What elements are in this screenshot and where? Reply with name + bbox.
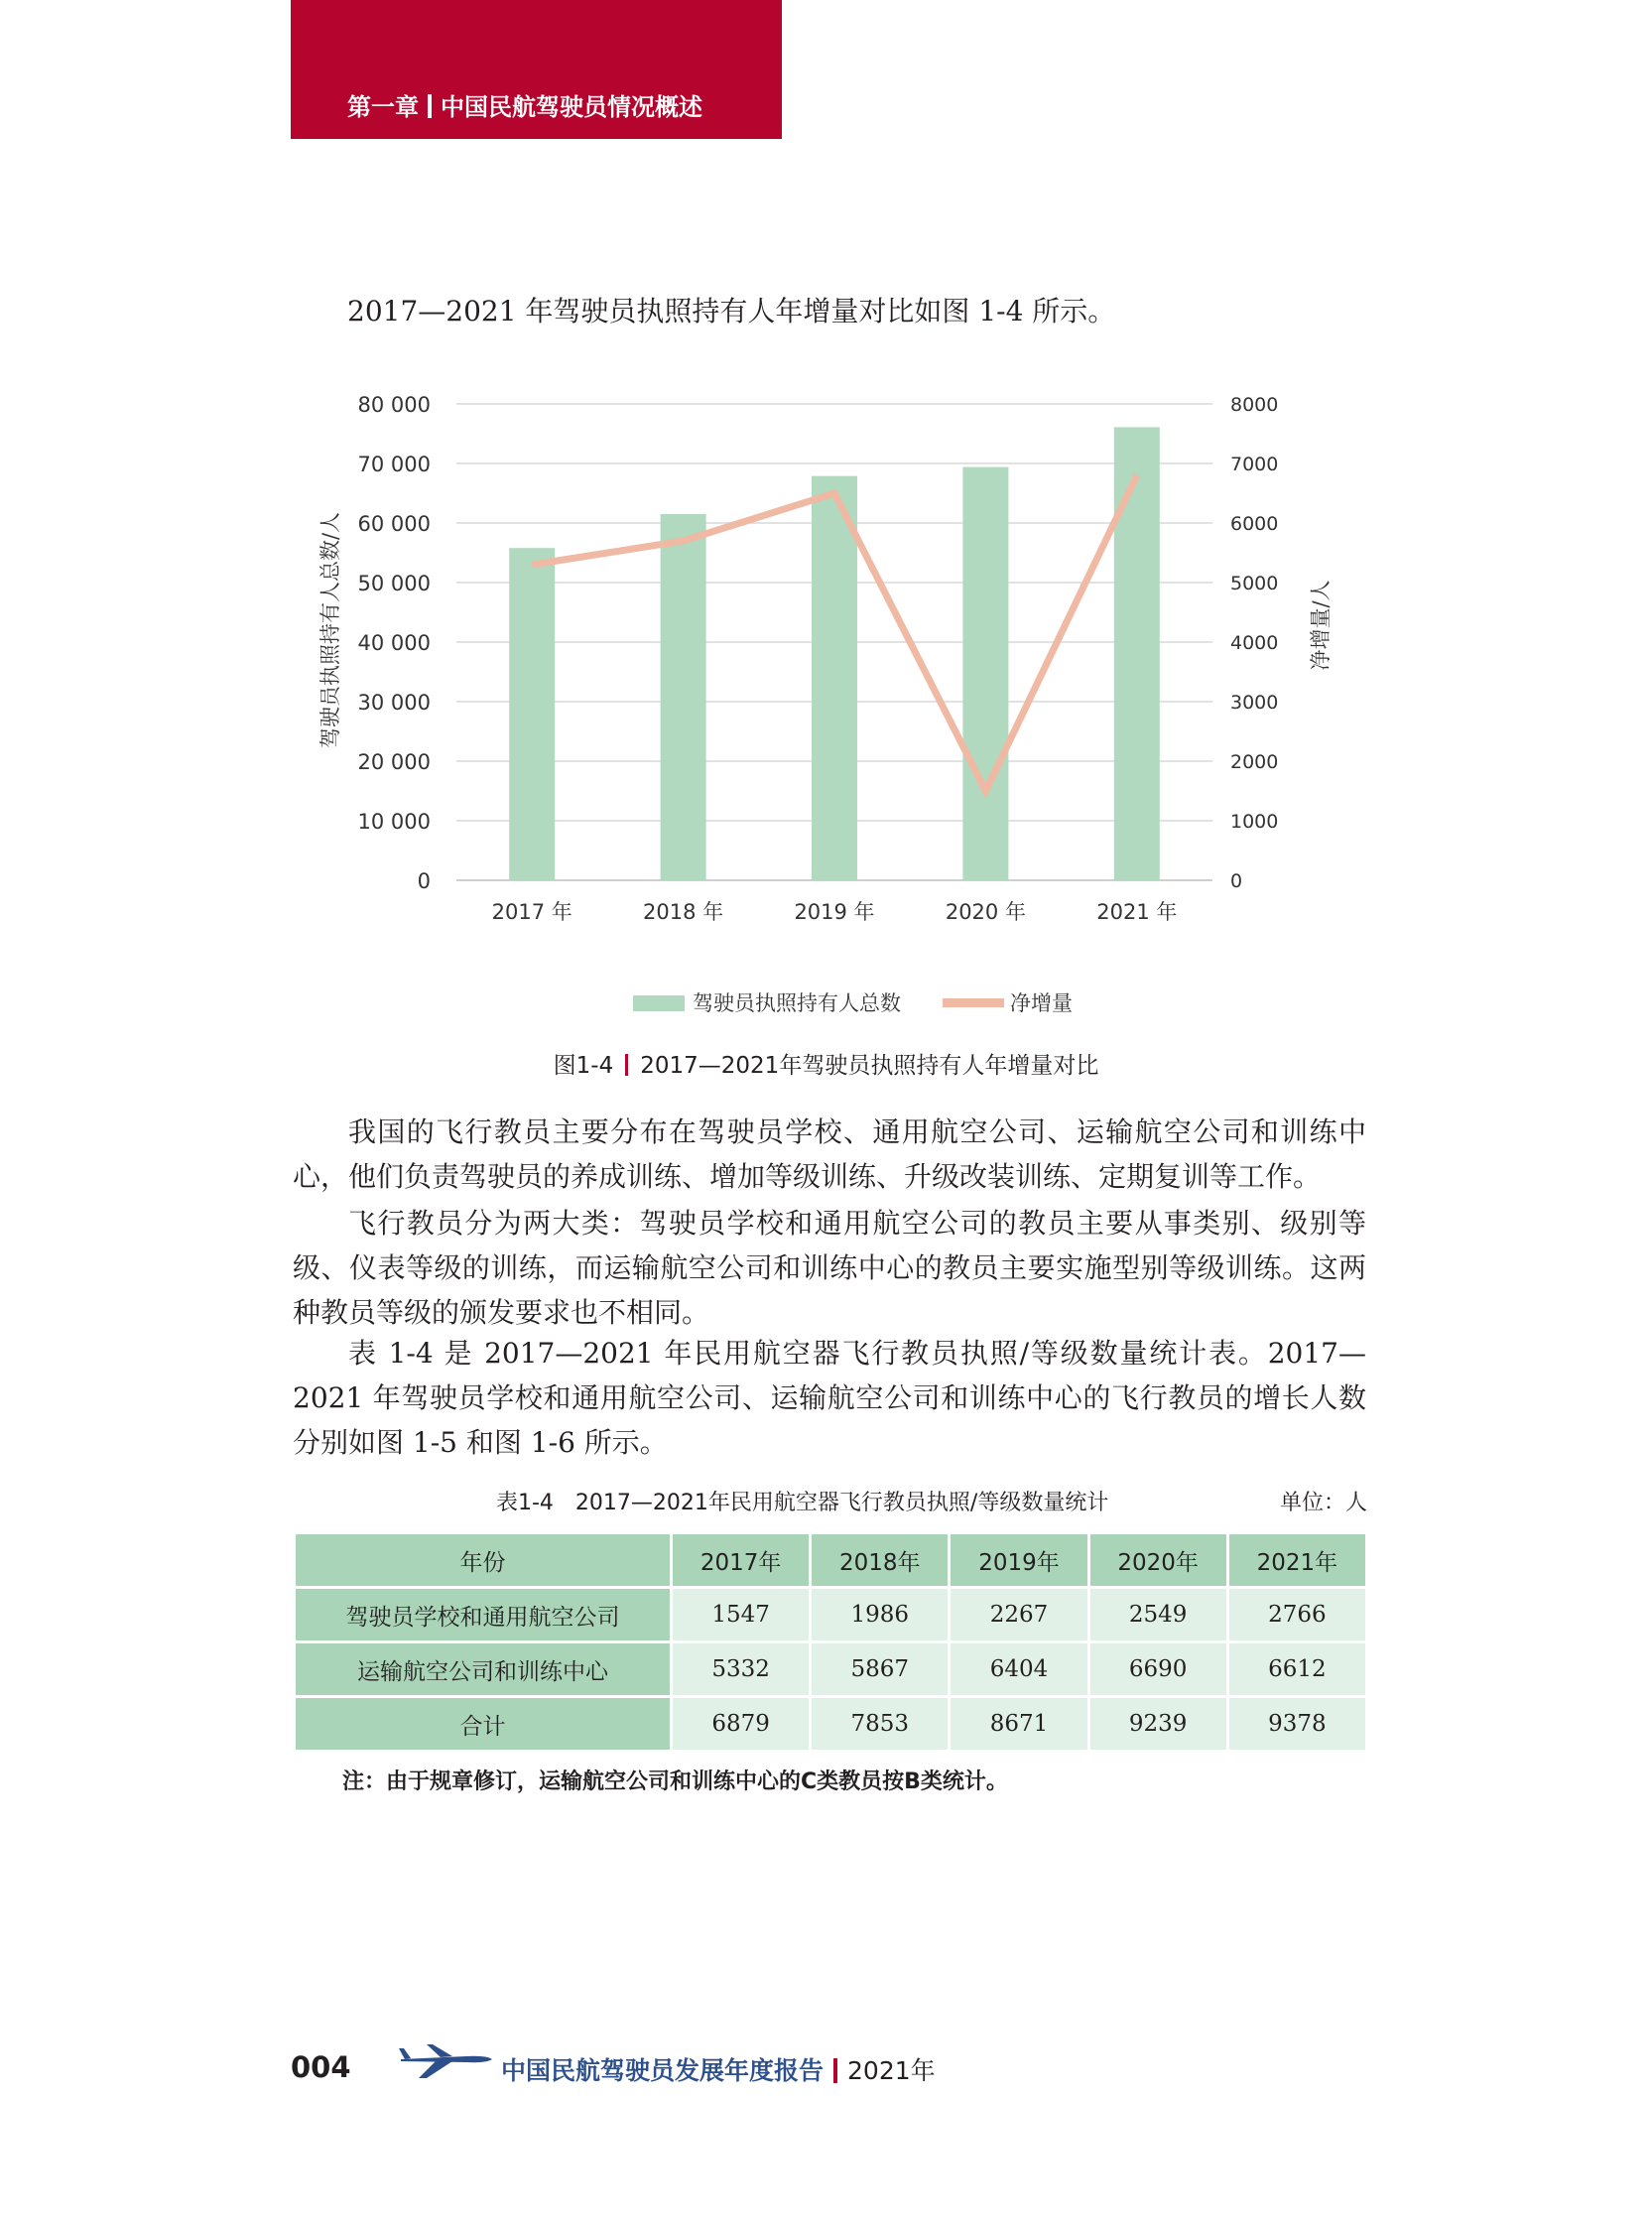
bar (661, 514, 706, 880)
caption-separator (625, 1054, 628, 1076)
table-cell: 7853 (811, 1697, 950, 1752)
y2-tick-label: 4000 (1230, 632, 1279, 654)
y-tick-label: 40 000 (357, 631, 431, 655)
x-tick-label: 2018 年 (643, 900, 724, 924)
bar (1114, 427, 1160, 880)
x-tick-label: 2017 年 (491, 900, 572, 924)
bar (962, 467, 1008, 880)
footer-report-title (501, 2051, 936, 2087)
y2-tick-label: 1000 (1230, 811, 1279, 833)
y2-tick-label: 7000 (1230, 454, 1279, 475)
paragraph-2: 飞行教员分为两大类：驾驶员学校和通用航空公司的教员主要从事类别、级别等级、仪表等级的训练，而运输航空公司和训练中心的教员主要实施型别等级训练。这两种教员等级的颁发要求也不相同。 (293, 1207, 1366, 1329)
table-header-cell: 2017年 (672, 1533, 811, 1588)
table-cell: 1547 (672, 1588, 811, 1642)
legend-bar-swatch (633, 995, 685, 1011)
table-cell: 2267 (950, 1588, 1088, 1642)
row-label: 驾驶员学校和通用航空公司 (295, 1588, 672, 1642)
row-label: 合计 (295, 1697, 672, 1752)
y-tick-label: 10 000 (357, 810, 431, 834)
table-cell: 2766 (1227, 1588, 1366, 1642)
y2-tick-label: 5000 (1230, 573, 1279, 594)
intro-sentence: 2017—2021 年驾驶员执照持有人年增量对比如图 1-4 所示。 (347, 295, 1116, 328)
legend-bar-label: 驾驶员执照持有人总数 (693, 991, 901, 1015)
table-row (295, 1588, 1367, 1642)
table-cell: 9378 (1227, 1697, 1366, 1752)
y-axis-label: 驾驶员执照持有人总数/人 (318, 511, 342, 749)
table-cell: 8671 (950, 1697, 1088, 1752)
y-tick-label: 30 000 (357, 691, 431, 715)
table-cell: 5867 (811, 1642, 950, 1697)
table-header-cell: 2018年 (811, 1533, 950, 1588)
figure-title: 2017—2021年驾驶员执照持有人年增量对比 (640, 1053, 1099, 1079)
bar (509, 548, 555, 880)
row-label: 运输航空公司和训练中心 (295, 1642, 672, 1697)
table-cell: 5332 (672, 1642, 811, 1697)
table-cell: 6879 (672, 1697, 811, 1752)
x-tick-label: 2020 年 (945, 900, 1026, 924)
table-row-total (295, 1697, 1367, 1752)
paragraph-3: 表 1-4 是 2017—2021 年民用航空器飞行教员执照/等级数量统计表。2017—2021 年驾驶员学校和通用航空公司、运输航空公司和训练中心的飞行教员的增长人数分别如图 1-5 和图 1-6 所示。 (293, 1337, 1366, 1459)
table-header-row (295, 1533, 1367, 1588)
y-tick-label: 80 000 (357, 393, 431, 417)
table-cell: 6404 (950, 1642, 1088, 1697)
table-cell: 6690 (1088, 1642, 1227, 1697)
y2-tick-label: 8000 (1230, 394, 1279, 416)
chapter-title: 中国民航驾驶员情况概述 (441, 93, 702, 121)
table-cell: 1986 (811, 1588, 950, 1642)
table-caption: 表1-4 2017—2021年民用航空器飞行教员执照/等级数量统计 (496, 1491, 1109, 1515)
y2-tick-label: 0 (1230, 870, 1243, 892)
figure-1-4-chart (298, 382, 1369, 1037)
y2-tick-label: 2000 (1230, 751, 1279, 773)
legend-line-label: 净增量 (1010, 991, 1073, 1015)
y-axis-ticks (358, 393, 431, 893)
table-header-cell: 2020年 (1088, 1533, 1227, 1588)
figure-number: 图1-4 (553, 1053, 614, 1079)
legend-line-swatch (943, 998, 1004, 1007)
x-tick-label: 2021 年 (1096, 900, 1178, 924)
table-header-cell: 年份 (295, 1533, 672, 1588)
chapter-header (347, 87, 702, 122)
header-separator (428, 94, 432, 118)
table-unit: 单位：人 (1280, 1491, 1368, 1515)
y2-tick-label: 6000 (1230, 513, 1279, 535)
y-tick-label: 70 000 (357, 453, 431, 476)
instructor-stats-table (293, 1531, 1368, 1753)
y2-tick-label: 3000 (1230, 692, 1279, 714)
table-row (295, 1642, 1367, 1697)
page-number: 004 (291, 2050, 351, 2084)
report-year: 2021年 (847, 2056, 936, 2085)
y2-axis-label: 净增量/人 (1309, 580, 1333, 671)
footer-separator (833, 2058, 837, 2083)
x-axis-ticks (492, 900, 1178, 924)
table-header-cell: 2019年 (950, 1533, 1088, 1588)
table-cell: 9239 (1088, 1697, 1227, 1752)
x-tick-label: 2019 年 (794, 900, 875, 924)
table-header-cell: 2021年 (1227, 1533, 1366, 1588)
y-tick-label: 50 000 (357, 572, 431, 595)
table-note: 注：由于规章修订，运输航空公司和训练中心的C类教员按B类统计。 (342, 1769, 1008, 1794)
figure-caption (0, 1047, 1652, 1080)
y-tick-label: 20 000 (357, 750, 431, 774)
y-tick-label: 60 000 (357, 512, 431, 536)
paragraph-1: 我国的飞行教员主要分布在驾驶员学校、通用航空公司、运输航空公司和训练中心，他们负责驾驶员的养成训练、增加等级训练、升级改装训练、定期复训等工作。 (293, 1115, 1366, 1193)
table-cell: 2549 (1088, 1588, 1227, 1642)
y-tick-label: 0 (417, 869, 431, 893)
bar (812, 476, 857, 880)
report-name: 中国民航驾驶员发展年度报告 (501, 2056, 825, 2085)
table-cell: 6612 (1227, 1642, 1366, 1697)
y2-axis-ticks (1230, 394, 1278, 892)
airplane-icon (397, 2034, 496, 2084)
chapter-number: 第一章 (347, 93, 419, 121)
